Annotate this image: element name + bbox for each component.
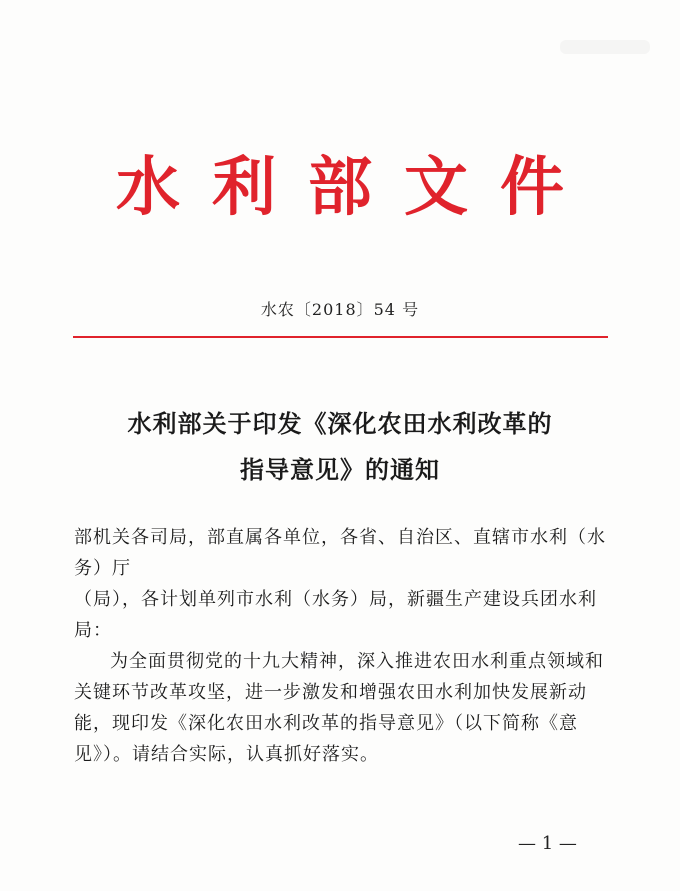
addressee-line-1: 部机关各司局，部直属各单位，各省、自治区、直辖市水利（水务）厅 — [74, 527, 606, 579]
masthead — [0, 148, 680, 228]
body-paragraph: 为全面贯彻党的十九大精神，深入推进农田水利重点领域和关键环节改革攻坚，进一步激发和增强农田水利加快发展新动能，现印发《深化农田水利改革的指导意见》（以下简称《意见》）。请结合实际，认真抓好落实。 — [74, 651, 604, 765]
masthead-char: 件 — [500, 151, 564, 225]
page-number: — 1 — — [518, 833, 577, 854]
red-separator-line — [73, 336, 608, 338]
masthead-char: 水 — [116, 151, 180, 225]
document-number: 水农〔2018〕54 号 — [260, 300, 420, 319]
masthead-char: 利 — [212, 151, 276, 225]
document-title-line-2: 指导意见》的通知 — [240, 455, 440, 484]
bleed-through-mark — [560, 40, 650, 54]
document-body — [74, 522, 614, 770]
document-title-line-1: 水利部关于印发《深化农田水利改革的 — [127, 409, 553, 438]
masthead-char: 部 — [308, 151, 372, 225]
masthead-char: 文 — [404, 151, 468, 225]
addressee-line-2: （局），各计划单列市水利（水务）局，新疆生产建设兵团水利局： — [74, 589, 597, 641]
